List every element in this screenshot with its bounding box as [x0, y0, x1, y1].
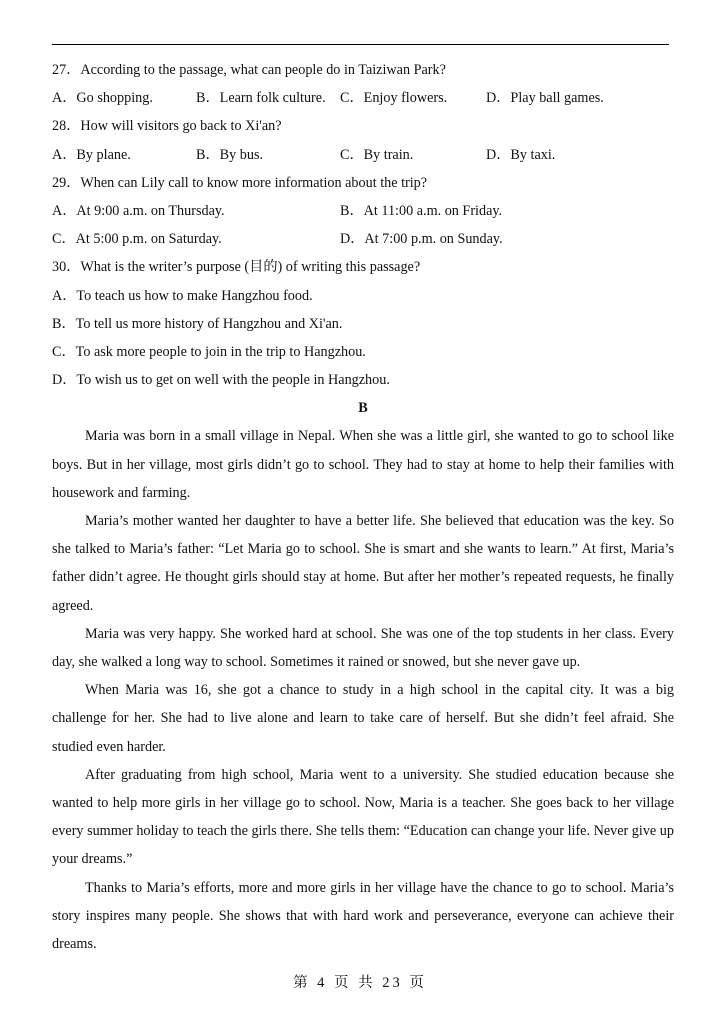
- passage-paragraph-3: Maria was very happy. She worked hard at school. She was one of the top students in her class. Every day, she walked a long way to school. Sometimes it rained or snowed, but she never gave up.: [52, 625, 674, 671]
- passage-paragraph-2: Maria’s mother wanted her daughter to have a better life. She believed that education was the key. So she talked to Maria’s father: “Let Maria go to school. She is smart and she wants to learn.” At first, Maria’s father didn’t agree. He thought girls should stay at home. But after her mother’s repeated requests, he finally agreed.: [52, 513, 674, 614]
- page-number-footer: 第 4 页 共 23 页: [293, 975, 427, 991]
- question-27-options: [52, 84, 674, 112]
- page-content: [52, 56, 674, 958]
- question-28-stem: 28．How will visitors go back to Xi'an?: [52, 118, 282, 135]
- question-29-option-d[interactable]: D．At 7:00 p.m. on Sunday.: [340, 231, 503, 248]
- question-28-option-d[interactable]: D．By taxi.: [486, 146, 556, 163]
- passage-paragraph-1: Maria was born in a small village in Nepal. When she was a little girl, she wanted to go to school like boys. But in her village, most girls didn’t go to school. They had to stay at home to help their families with housework and farming.: [52, 428, 674, 501]
- passage-paragraph-5: After graduating from high school, Maria went to a university. She studied education because she wanted to help more girls in her village go to school. Now, Maria is a teacher. She goes back to her village every summer holiday to teach the girls there. She tells them: “Education can change your life. Never give up your dreams.”: [52, 766, 674, 868]
- question-29-option-b[interactable]: B．At 11:00 a.m. on Friday.: [340, 202, 503, 219]
- question-28-option-b[interactable]: B．By bus.: [196, 146, 264, 163]
- question-28-option-c[interactable]: C．By train.: [340, 146, 414, 163]
- section-title: B: [358, 400, 368, 417]
- question-29-options-row-2: [52, 225, 674, 253]
- header-rule: [52, 44, 669, 45]
- question-29-stem: 29．When can Lily call to know more information about the trip?: [52, 174, 428, 191]
- question-27-stem: 27．According to the passage, what can people do in Taiziwan Park?: [52, 62, 446, 78]
- question-30-option-a[interactable]: A．To teach us how to make Hangzhou food.: [52, 287, 313, 304]
- question-30-option-d[interactable]: D．To wish us to get on well with the people in Hangzhou.: [52, 372, 390, 389]
- question-27-option-c[interactable]: C．Enjoy flowers.: [340, 90, 448, 107]
- question-28-options: [52, 141, 674, 169]
- question-27-option-b[interactable]: B．Learn folk culture.: [196, 90, 326, 107]
- question-29-option-a[interactable]: A．At 9:00 a.m. on Thursday.: [52, 202, 225, 219]
- question-30-option-b[interactable]: B．To tell us more history of Hangzhou and Xi'an.: [52, 315, 343, 332]
- question-27-option-d[interactable]: D．Play ball games.: [486, 90, 604, 107]
- passage-paragraph-4: When Maria was 16, she got a chance to study in a high school in the capital city. It was a big challenge for her. She had to live alone and learn to take care of herself. But she didn’t feel afraid. She studied even harder.: [52, 682, 674, 755]
- question-30-option-c[interactable]: C．To ask more people to join in the trip to Hangzhou.: [52, 343, 366, 360]
- question-30-stem: 30．What is the writer’s purpose (目的) of writing this passage?: [52, 259, 421, 276]
- question-29-option-c[interactable]: C．At 5:00 p.m. on Saturday.: [52, 231, 222, 248]
- passage-paragraph-6: Thanks to Maria’s efforts, more and more girls in her village have the chance to go to school. Maria’s story inspires many people. She shows that with hard work and perseverance, everyone can achieve their dreams.: [52, 879, 674, 953]
- question-29-options-row-1: [52, 197, 674, 225]
- question-28-option-a[interactable]: A．By plane.: [52, 146, 131, 163]
- question-27-option-a[interactable]: A．Go shopping.: [52, 90, 153, 107]
